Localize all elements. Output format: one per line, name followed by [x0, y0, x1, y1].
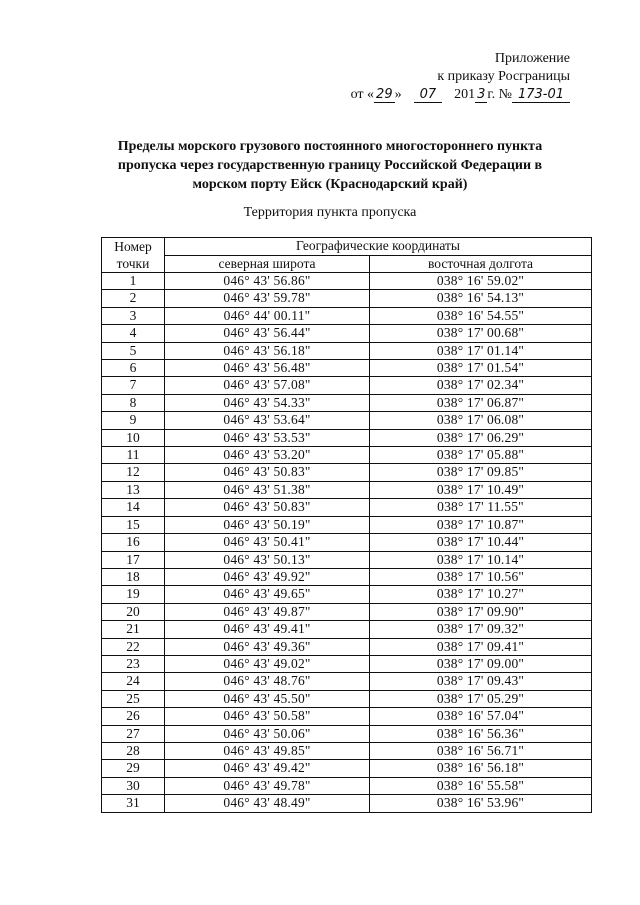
latitude-cell: 046° 43' 56.44" — [165, 325, 370, 342]
longitude-cell: 038° 16' 54.55" — [370, 307, 592, 324]
longitude-cell: 038° 17' 02.34" — [370, 377, 592, 394]
point-number-cell: 19 — [102, 586, 165, 603]
latitude-cell: 046° 43' 49.78" — [165, 777, 370, 794]
table-row — [102, 516, 592, 533]
latitude-cell: 046° 43' 56.48" — [165, 360, 370, 377]
point-number-cell: 31 — [102, 795, 165, 812]
longitude-cell: 038° 17' 01.54" — [370, 360, 592, 377]
latitude-cell: 046° 43' 49.87" — [165, 603, 370, 620]
latitude-cell: 046° 43' 50.19" — [165, 516, 370, 533]
longitude-cell: 038° 17' 06.29" — [370, 429, 592, 446]
table-row — [102, 429, 592, 446]
point-number-cell: 9 — [102, 412, 165, 429]
year-suffix: г. № — [487, 87, 512, 102]
table-row — [102, 273, 592, 290]
appendix-order-ref: к приказу Росграницы — [437, 69, 570, 84]
longitude-cell: 038° 17' 09.90" — [370, 603, 592, 620]
table-row — [102, 290, 592, 307]
longitude-cell: 038° 16' 56.71" — [370, 742, 592, 759]
latitude-cell: 046° 43' 48.49" — [165, 795, 370, 812]
longitude-cell: 038° 17' 10.44" — [370, 534, 592, 551]
latitude-cell: 046° 43' 49.36" — [165, 638, 370, 655]
coordinates-rows — [102, 273, 592, 813]
longitude-cell: 038° 17' 09.43" — [370, 673, 592, 690]
latitude-cell: 046° 43' 48.76" — [165, 673, 370, 690]
longitude-cell: 038° 17' 06.87" — [370, 394, 592, 411]
table-row — [102, 621, 592, 638]
table-row — [102, 534, 592, 551]
point-number-cell: 8 — [102, 394, 165, 411]
table-row — [102, 447, 592, 464]
point-number-cell: 22 — [102, 638, 165, 655]
table-row — [102, 638, 592, 655]
table-row — [102, 464, 592, 481]
longitude-cell: 038° 16' 55.58" — [370, 777, 592, 794]
point-number-cell: 25 — [102, 690, 165, 707]
handwritten-month: 07 — [414, 87, 443, 103]
point-number-cell: 20 — [102, 603, 165, 620]
latitude-cell: 046° 43' 50.41" — [165, 534, 370, 551]
longitude-cell: 038° 17' 06.08" — [370, 412, 592, 429]
table-row — [102, 325, 592, 342]
header-point-number: Номер точки — [102, 238, 165, 273]
point-number-cell: 12 — [102, 464, 165, 481]
table-row — [102, 795, 592, 812]
point-number-cell: 15 — [102, 516, 165, 533]
latitude-cell: 046° 43' 50.58" — [165, 708, 370, 725]
document-subtitle: Территория пункта пропуска — [243, 205, 417, 220]
appendix-label: Приложение — [494, 51, 570, 66]
header-coordinates: Географические координаты — [165, 238, 592, 256]
latitude-cell: 046° 43' 50.83" — [165, 499, 370, 516]
point-number-cell: 24 — [102, 673, 165, 690]
longitude-cell: 038° 17' 10.49" — [370, 481, 592, 498]
latitude-cell: 046° 44' 00.11" — [165, 307, 370, 324]
latitude-cell: 046° 43' 59.78" — [165, 290, 370, 307]
point-number-cell: 3 — [102, 307, 165, 324]
table-row — [102, 673, 592, 690]
point-number-cell: 27 — [102, 725, 165, 742]
handwritten-day: 29 — [376, 87, 393, 102]
appendix-block — [351, 50, 570, 104]
latitude-cell: 046° 43' 49.41" — [165, 621, 370, 638]
latitude-cell: 046° 43' 49.65" — [165, 586, 370, 603]
latitude-cell: 046° 43' 49.92" — [165, 568, 370, 585]
table-row — [102, 481, 592, 498]
table-row — [102, 777, 592, 794]
latitude-cell: 046° 43' 49.42" — [165, 760, 370, 777]
longitude-cell: 038° 17' 01.14" — [370, 342, 592, 359]
table-row — [102, 655, 592, 672]
table-row — [102, 586, 592, 603]
longitude-cell: 038° 17' 11.55" — [370, 499, 592, 516]
latitude-cell: 046° 43' 53.64" — [165, 412, 370, 429]
document-title: Пределы морского грузового постоянного многостороннего пункта пропуска через государственную границу Российской Федерации в морском порту Ейск (Краснодарский край) — [117, 139, 543, 192]
longitude-cell: 038° 16' 57.04" — [370, 708, 592, 725]
table-row — [102, 394, 592, 411]
year-prefix: 201 — [454, 87, 476, 102]
table-row — [102, 603, 592, 620]
latitude-cell: 046° 43' 50.06" — [165, 725, 370, 742]
point-number-cell: 14 — [102, 499, 165, 516]
coordinates-table — [101, 237, 592, 813]
latitude-cell: 046° 43' 57.08" — [165, 377, 370, 394]
table-row — [102, 708, 592, 725]
date-prefix: от « — [350, 87, 375, 102]
latitude-cell: 046° 43' 45.50" — [165, 690, 370, 707]
latitude-cell: 046° 43' 56.86" — [165, 273, 370, 290]
latitude-cell: 046° 43' 50.83" — [165, 464, 370, 481]
handwritten-order-number: 173-01 — [512, 87, 570, 103]
point-number-cell: 23 — [102, 655, 165, 672]
point-number-cell: 4 — [102, 325, 165, 342]
handwritten-year-digit: 3 — [477, 87, 486, 102]
point-number-cell: 11 — [102, 447, 165, 464]
table-row — [102, 360, 592, 377]
point-number-cell: 1 — [102, 273, 165, 290]
table-row — [102, 499, 592, 516]
longitude-cell: 038° 17' 10.27" — [370, 586, 592, 603]
point-number-cell: 10 — [102, 429, 165, 446]
point-number-cell: 17 — [102, 551, 165, 568]
point-number-cell: 18 — [102, 568, 165, 585]
point-number-cell: 2 — [102, 290, 165, 307]
longitude-cell: 038° 17' 10.14" — [370, 551, 592, 568]
table-row — [102, 742, 592, 759]
longitude-cell: 038° 17' 10.87" — [370, 516, 592, 533]
table-row — [102, 568, 592, 585]
latitude-cell: 046° 43' 53.53" — [165, 429, 370, 446]
longitude-cell: 038° 17' 00.68" — [370, 325, 592, 342]
longitude-cell: 038° 17' 09.85" — [370, 464, 592, 481]
longitude-cell: 038° 17' 05.29" — [370, 690, 592, 707]
point-number-cell: 28 — [102, 742, 165, 759]
longitude-cell: 038° 17' 09.32" — [370, 621, 592, 638]
table-row — [102, 307, 592, 324]
point-number-cell: 21 — [102, 621, 165, 638]
latitude-cell: 046° 43' 49.02" — [165, 655, 370, 672]
date-mid: » — [394, 87, 402, 102]
longitude-cell: 038° 17' 09.41" — [370, 638, 592, 655]
point-number-cell: 5 — [102, 342, 165, 359]
point-number-cell: 7 — [102, 377, 165, 394]
longitude-cell: 038° 16' 59.02" — [370, 273, 592, 290]
longitude-cell: 038° 17' 09.00" — [370, 655, 592, 672]
table-row — [102, 377, 592, 394]
point-number-cell: 13 — [102, 481, 165, 498]
longitude-cell: 038° 16' 56.18" — [370, 760, 592, 777]
latitude-cell: 046° 43' 50.13" — [165, 551, 370, 568]
longitude-cell: 038° 16' 53.96" — [370, 795, 592, 812]
point-number-cell: 29 — [102, 760, 165, 777]
point-number-cell: 26 — [102, 708, 165, 725]
point-number-cell: 30 — [102, 777, 165, 794]
longitude-cell: 038° 16' 56.36" — [370, 725, 592, 742]
table-row — [102, 760, 592, 777]
table-row — [102, 412, 592, 429]
longitude-cell: 038° 17' 10.56" — [370, 568, 592, 585]
point-number-cell: 6 — [102, 360, 165, 377]
latitude-cell: 046° 43' 54.33" — [165, 394, 370, 411]
latitude-cell: 046° 43' 56.18" — [165, 342, 370, 359]
appendix-date-line — [351, 86, 570, 104]
latitude-cell: 046° 43' 51.38" — [165, 481, 370, 498]
longitude-cell: 038° 16' 54.13" — [370, 290, 592, 307]
header-longitude: восточная долгота — [370, 255, 592, 273]
header-latitude: северная широта — [165, 255, 370, 273]
point-number-cell: 16 — [102, 534, 165, 551]
latitude-cell: 046° 43' 49.85" — [165, 742, 370, 759]
latitude-cell: 046° 43' 53.20" — [165, 447, 370, 464]
table-row — [102, 342, 592, 359]
table-row — [102, 725, 592, 742]
table-row — [102, 690, 592, 707]
longitude-cell: 038° 17' 05.88" — [370, 447, 592, 464]
table-row — [102, 551, 592, 568]
